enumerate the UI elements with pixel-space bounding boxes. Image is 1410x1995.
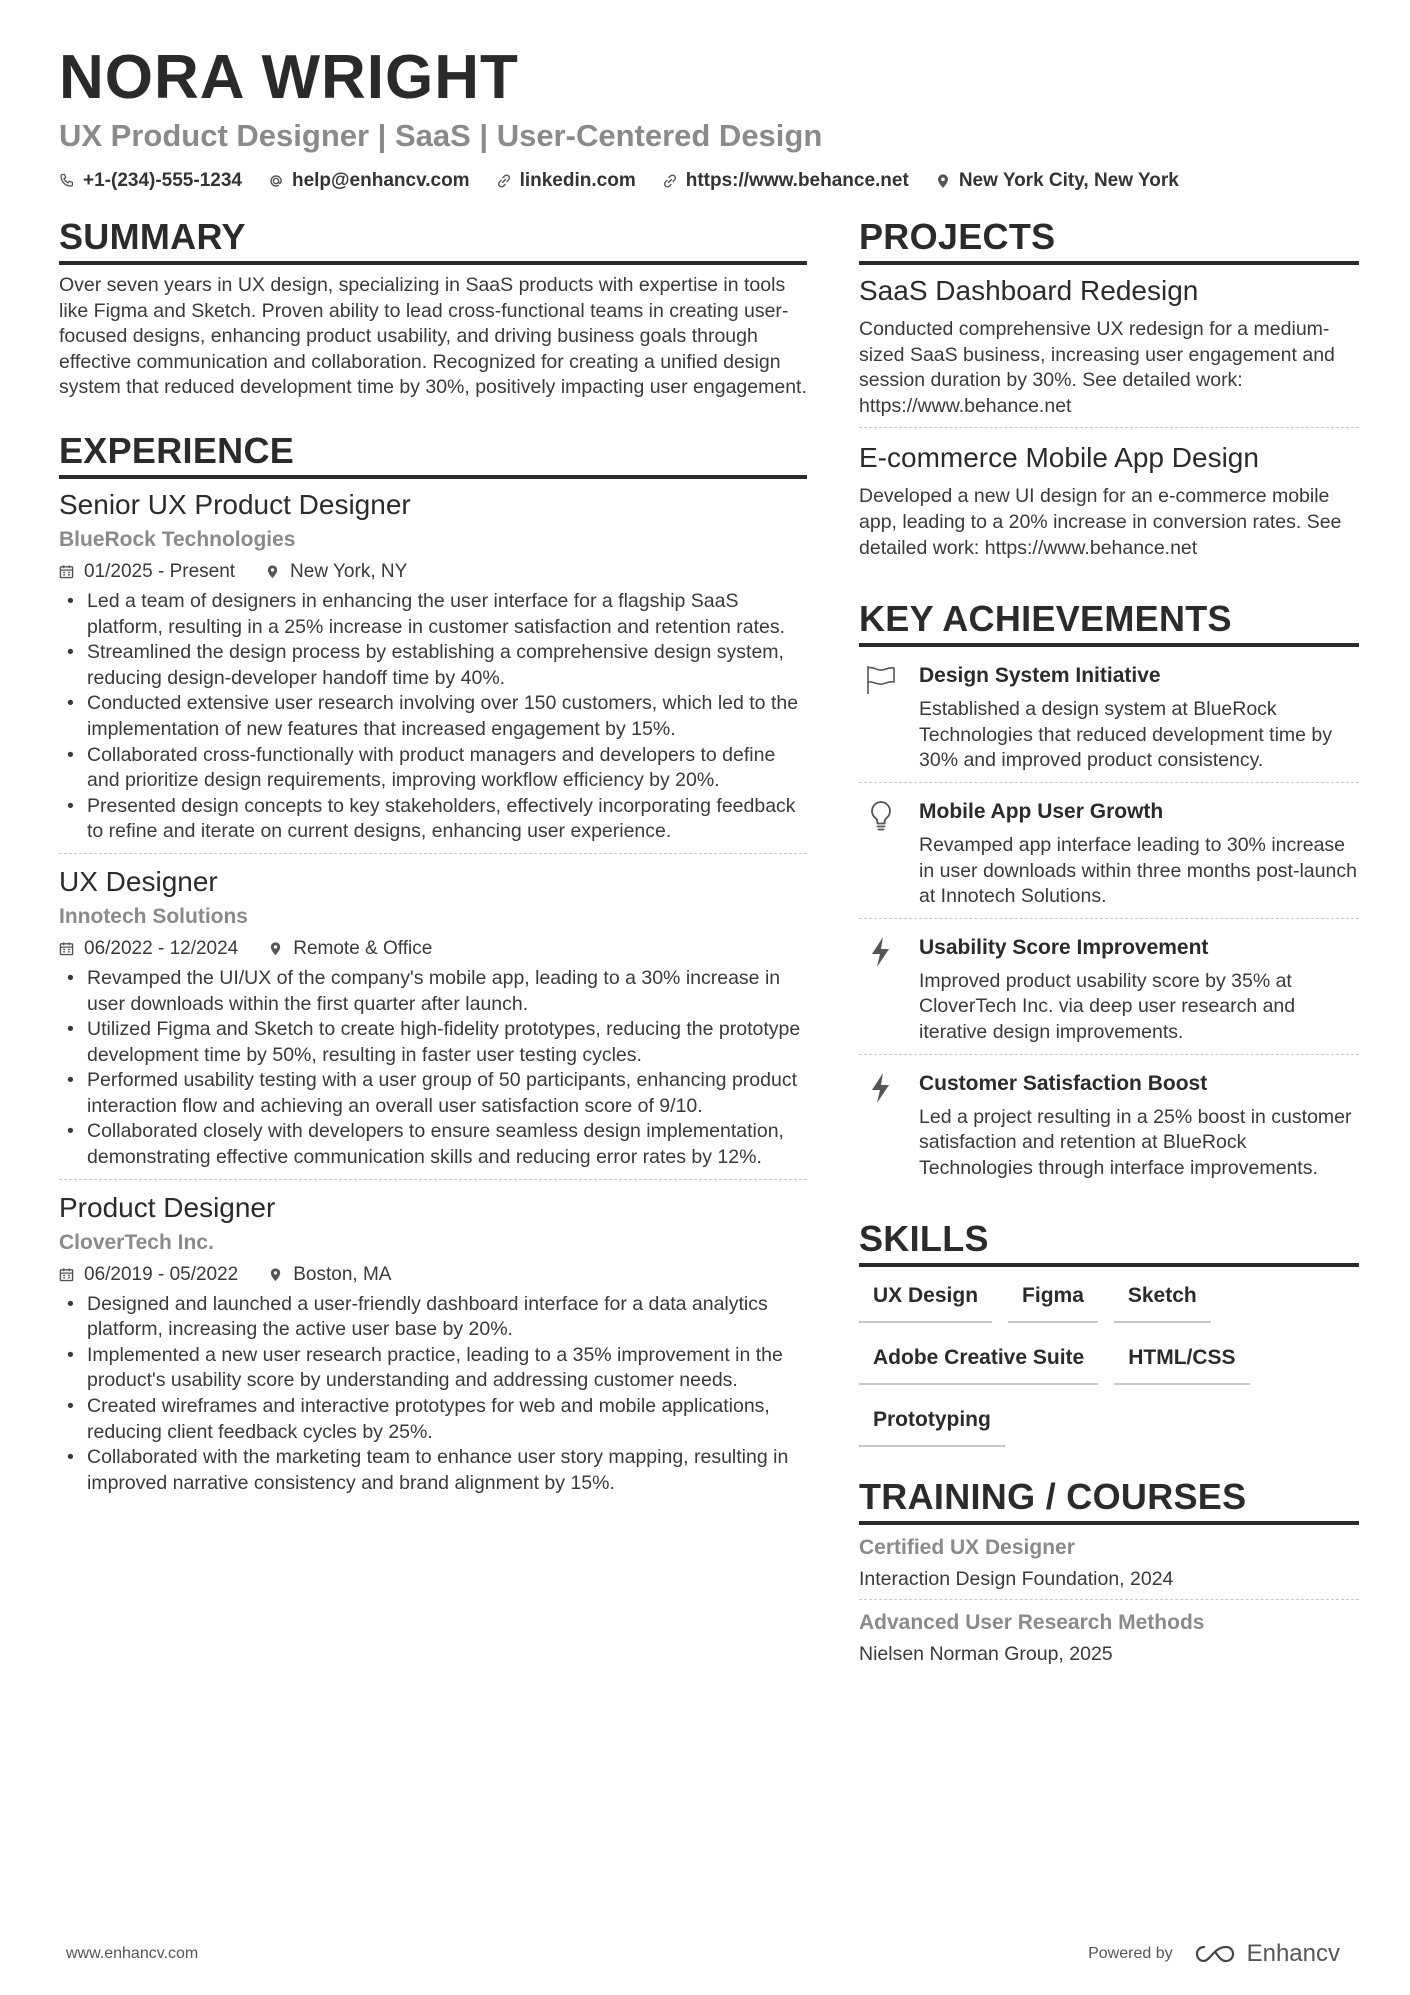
right-column [859,215,1359,1702]
skill-tag: Prototyping [859,1407,1005,1447]
contact-phone-text: +1-(234)-555-1234 [83,170,242,191]
job-location-text: New York, NY [290,560,408,582]
achievements-section [859,597,1359,1189]
powered-by-label: Powered by [1088,1945,1173,1962]
project-entry [859,440,1359,569]
lightbulb-icon [859,797,903,910]
infinity-logo-icon [1193,1943,1237,1965]
job-bullets [59,589,807,845]
location-pin-icon [265,564,280,579]
course-org: Nielsen Norman Group, 2025 [859,1643,1113,1666]
skill-tag: Adobe Creative Suite [859,1345,1098,1385]
job-bullet: • Conducted extensive user research involving over 150 customers, which led to the implementation of new features that increased engagement by 15%. [59,691,807,742]
job-bullet: • Led a team of designers in enhancing the user interface for a flagship SaaS platform, resulting in a 25% increase in customer satisfaction and retention rates. [59,589,807,640]
projects-section [859,215,1359,569]
projects-heading: PROJECTS [859,215,1359,265]
job-bullet: • Created wireframes and interactive prototypes for web and mobile applications, reducing client feedback cycles by 25%. [59,1394,807,1445]
course-org: Interaction Design Foundation, 2024 [859,1568,1174,1591]
job-company: BlueRock Technologies [59,527,296,551]
footer-website[interactable]: www.enhancv.com [66,1945,199,1962]
contact-bar [59,170,1359,192]
job-bullet: • Streamlined the design process by establishing a comprehensive design system, reducing design-developer handoff time by 40%. [59,640,807,691]
job-location-text: Boston, MA [293,1263,392,1285]
brand-logo[interactable] [1193,1940,1340,1968]
job-bullet: • Revamped the UI/UX of the company's mobile app, leading to a 30% increase in user downloads within the first quarter after launch. [59,966,807,1017]
achievement-title: Mobile App User Growth [919,799,1164,823]
job-company: Innotech Solutions [59,904,248,928]
achievement-content [919,933,1359,1046]
contact-phone[interactable] [59,170,242,192]
achievement-content [919,797,1359,910]
job-location-text: Remote & Office [293,937,433,959]
job-bullet: • Performed usability testing with a user group of 50 participants, enhancing product interaction flow and achieving an overall user satisfaction score of 9/10. [59,1068,807,1119]
achievement-title: Design System Initiative [919,664,1161,688]
link-icon [496,173,512,189]
job-role: Senior UX Product Designer [59,488,411,520]
job-meta [59,559,807,585]
project-description: Conducted comprehensive UX redesign for a medium-sized SaaS business, increasing user engagement and session duration by 30%. See detailed work: https://www.behance.net [859,318,1335,417]
skill-tag: Sketch [1114,1283,1211,1323]
flag-icon [859,661,903,774]
job-entry [59,864,807,1180]
contact-behance-text: https://www.behance.net [685,170,909,191]
left-column [59,215,807,1532]
achievements-heading: KEY ACHIEVEMENTS [859,597,1359,647]
lightning-icon [859,1069,903,1182]
link-icon [662,173,678,189]
summary-section [59,215,807,401]
achievement-description: Established a design system at BlueRock Technologies that reduced development time by 30% and improved product consistency. [919,698,1333,772]
job-dates [59,1262,238,1288]
achievement-entry [859,927,1359,1055]
job-bullet: • Collaborated closely with developers to ensure seamless design implementation, demonstrating effective communication skills and reducing error rates by 12%. [59,1119,807,1170]
achievement-entry [859,655,1359,783]
project-entry [859,273,1359,428]
contact-linkedin[interactable] [496,170,636,192]
location-pin-icon [268,1267,283,1282]
achievement-entry [859,791,1359,919]
training-heading: TRAINING / COURSES [859,1475,1359,1525]
project-title: SaaS Dashboard Redesign [859,275,1199,306]
at-icon [268,173,284,189]
job-bullet: • Utilized Figma and Sketch to create high-fidelity prototypes, reducing the prototype development time by 50%, resulting in faster user testing cycles. [59,1017,807,1068]
achievement-description: Led a project resulting in a 25% boost in customer satisfaction and retention at BlueRock Technologies through interface improvements. [919,1105,1352,1179]
job-entry [59,1190,807,1505]
job-bullet: • Presented design concepts to key stakeholders, effectively incorporating feedback to refine and iterate on current designs, enhancing user experience. [59,794,807,845]
candidate-title: UX Product Designer | SaaS | User-Centered Design [59,118,823,153]
achievement-description: Improved product usability score by 35% at CloverTech Inc. via deep user research and iterative design improvements. [919,969,1296,1043]
skills-list [859,1275,1359,1447]
achievement-content [919,661,1359,774]
job-dates [59,559,235,585]
job-dates-text: 06/2022 - 12/2024 [84,937,239,959]
calendar-icon [59,941,74,956]
skill-tag: HTML/CSS [1114,1345,1249,1385]
skill-tag: Figma [1008,1283,1098,1323]
skill-tag: UX Design [859,1283,992,1323]
course-entry [859,1608,1359,1674]
location-pin-icon [935,173,951,189]
contact-email-text: help@enhancv.com [291,170,470,191]
candidate-name: NORA WRIGHT [59,43,519,112]
achievement-title: Customer Satisfaction Boost [919,1071,1208,1095]
job-bullet: • Collaborated with the marketing team to enhance user story mapping, resulting in improved narrative consistency and brand alignment by 15%. [59,1445,807,1496]
experience-heading: EXPERIENCE [59,429,807,479]
achievement-description: Revamped app interface leading to 30% increase in user downloads within three months post-launch at Innotech Solutions. [919,833,1357,908]
job-bullets [59,1292,807,1497]
course-entry [859,1533,1359,1600]
summary-text: Over seven years in UX design, specializing in SaaS products with expertise in tools like Figma and Sketch. Proven ability to lead cross-functional teams in creating user-focused designs, enhancing product usability, and driving business goals through effective communication and collaboration. Recognized for creating a unified design system that reduced development time by 30%, positively impacting user engagement. [59,274,807,399]
course-title: Certified UX Designer [859,1536,1075,1560]
summary-heading: SUMMARY [59,215,807,265]
contact-behance[interactable] [662,170,909,192]
job-role: Product Designer [59,1191,276,1223]
achievement-content [919,1069,1359,1182]
contact-linkedin-text: linkedin.com [519,170,636,191]
job-bullet: • Collaborated cross-functionally with product managers and developers to define and prioritize design requirements, improving workflow efficiency by 20%. [59,743,807,794]
skills-section [859,1217,1359,1447]
job-dates-text: 06/2019 - 05/2022 [84,1263,239,1285]
job-meta [59,936,807,962]
job-location [268,1262,391,1288]
job-entry [59,487,807,854]
resume-header [59,42,1359,192]
contact-location [935,170,1179,192]
job-bullet: • Designed and launched a user-friendly dashboard interface for a data analytics platform, increasing the active user base by 20%. [59,1292,807,1343]
calendar-icon [59,564,74,579]
job-location [268,936,432,962]
job-dates-text: 01/2025 - Present [84,560,236,582]
job-dates [59,936,238,962]
brand-name-text: Enhancv [1246,1940,1340,1967]
job-bullet: • Implemented a new user research practice, leading to a 35% improvement in the product's usability score by understanding and addressing customer needs. [59,1343,807,1394]
phone-icon [59,173,75,189]
training-section [859,1475,1359,1674]
project-description: Developed a new UI design for an e-commerce mobile app, leading to a 20% increase in conversion rates. See detailed work: https://www.behance.net [859,485,1342,559]
course-title: Advanced User Research Methods [859,1611,1205,1635]
achievement-entry [859,1063,1359,1190]
job-meta [59,1262,807,1288]
skills-heading: SKILLS [859,1217,1359,1267]
page-footer [66,1940,1340,1968]
achievement-title: Usability Score Improvement [919,935,1209,959]
location-pin-icon [268,941,283,956]
contact-email[interactable] [268,170,470,192]
job-location [265,559,407,585]
lightning-icon [859,933,903,1046]
contact-location-text: New York City, New York [958,170,1179,191]
footer-brand [1088,1940,1340,1968]
job-role: UX Designer [59,865,218,897]
job-company: CloverTech Inc. [59,1230,214,1254]
calendar-icon [59,1267,74,1282]
job-bullets [59,966,807,1171]
experience-section [59,429,807,1504]
project-title: E-commerce Mobile App Design [859,442,1259,474]
